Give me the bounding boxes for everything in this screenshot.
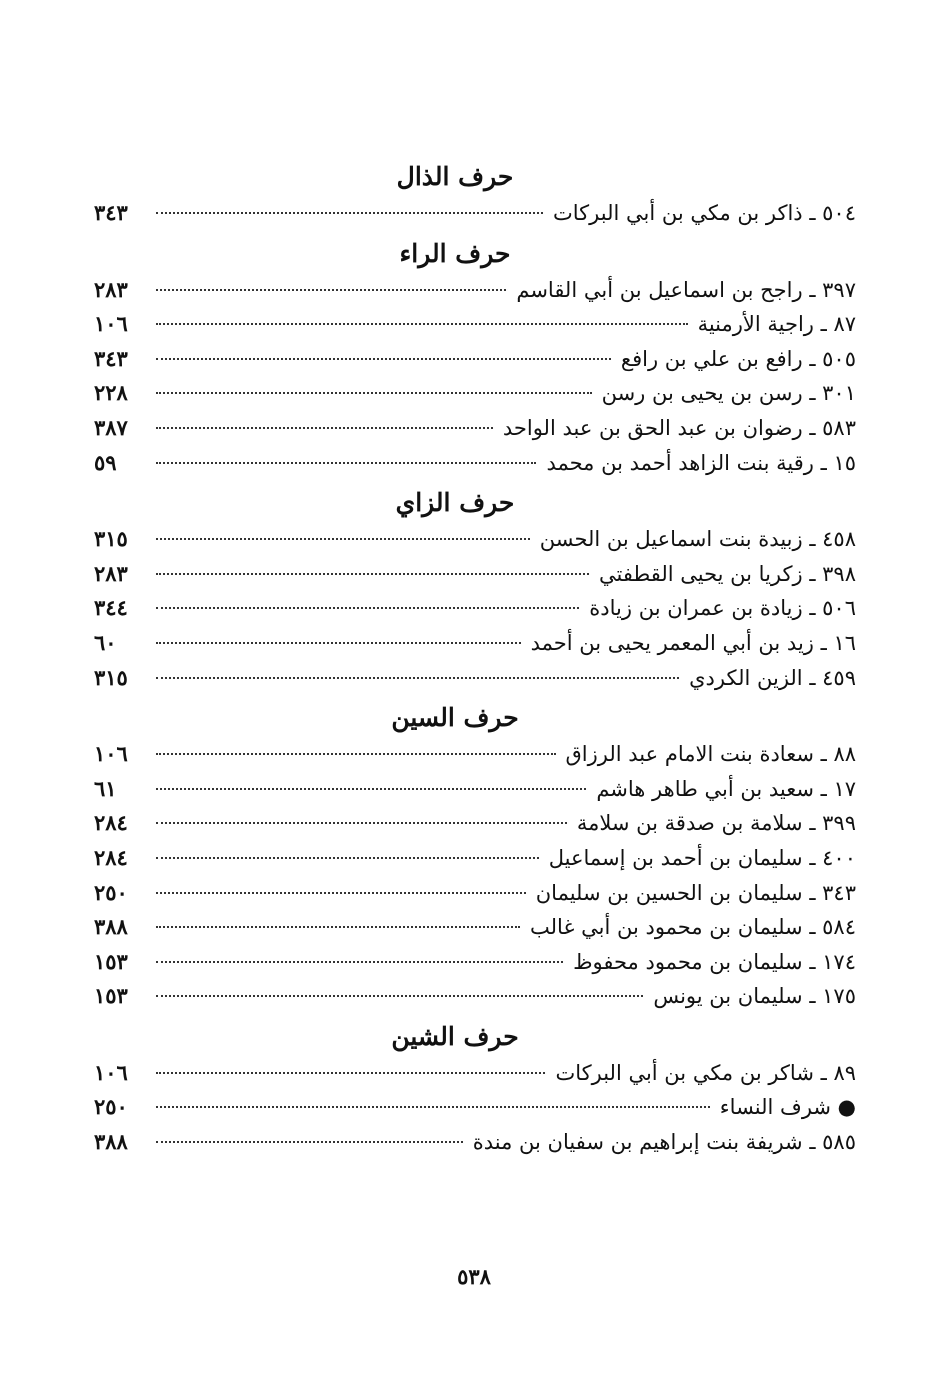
index-entry [94, 806, 856, 841]
entry-name: ٣٤٣ ـ سليمان بن الحسين بن سليمان [535, 880, 856, 905]
dot-leader [156, 427, 493, 429]
dot-leader [156, 1106, 710, 1108]
entry-name: ٨٩ ـ شاكر بن مكي بن أبي البركات [555, 1060, 856, 1085]
index-entry [94, 196, 856, 231]
section-ra [94, 237, 856, 481]
index-entry [94, 273, 856, 308]
dot-leader [156, 607, 579, 609]
index-entry [94, 307, 856, 342]
dot-leader [156, 753, 556, 755]
dot-leader [156, 462, 536, 464]
entry-name: ١٦ ـ زيد بن أبي المعمر يحيى بن أحمد [530, 630, 856, 655]
entry-page-number: ٢٥٠ [94, 879, 128, 905]
entry-page-number: ٣٨٨ [94, 1129, 128, 1155]
entry-page-number: ٣٨٧ [94, 414, 128, 440]
index-entry [94, 446, 856, 481]
section-dhal [94, 160, 856, 231]
entry-name: ٤٠٠ ـ سليمان بن أحمد بن إسماعيل [548, 845, 856, 870]
index-entry [94, 910, 856, 945]
index-entry [94, 1125, 856, 1160]
section-zay [94, 486, 856, 695]
entry-page-number: ٣٤٣ [94, 200, 128, 225]
index-entry [94, 342, 856, 377]
entry-name: ● شرف النساء [719, 1095, 856, 1120]
index-entry [94, 945, 856, 980]
entry-name: ٥٠٦ ـ زيادة بن عمران بن زيادة [589, 596, 856, 621]
index-entry [94, 376, 856, 411]
entry-page-number: ٢٨٣ [94, 276, 128, 302]
entry-page-number: ٣٤٤ [94, 595, 128, 621]
index-entry [94, 1090, 856, 1125]
entry-page-number: ٣٤٣ [94, 345, 128, 371]
section-heading: حرف الذال [396, 162, 514, 191]
entry-page-number: ١٥٣ [94, 983, 128, 1009]
entry-name: ٤٥٨ ـ زبيدة بنت اسماعيل بن الحسن [539, 527, 856, 552]
index-entry [94, 591, 856, 626]
index-entry [94, 1056, 856, 1091]
section-sin [94, 701, 856, 1014]
entry-page-number: ٢٥٠ [94, 1094, 128, 1120]
entry-page-number: ٥٩ [94, 449, 117, 475]
index-entry [94, 626, 856, 661]
entry-name: ٨٨ ـ سعادة بنت الامام عبد الرزاق [565, 742, 856, 767]
entry-name: ١٧ ـ سعيد بن أبي طاهر هاشم [596, 776, 856, 801]
index-entry [94, 411, 856, 446]
entry-name: ١٧٥ ـ سليمان بن يونس [653, 984, 856, 1009]
entry-page-number: ٦٠ [94, 629, 117, 655]
entry-name: ٣٩٨ ـ زكريا بن يحيى القطفتي [599, 561, 856, 586]
entry-page-number: ٣١٥ [94, 664, 128, 690]
entry-name: ٥٠٥ ـ رافع بن علي بن رافع [620, 346, 856, 371]
entry-page-number: ٢٢٨ [94, 380, 128, 406]
section-heading: حرف الزاي [395, 488, 515, 518]
entry-name: ٣٩٧ ـ راجح بن اسماعيل بن أبي القاسم [516, 277, 856, 302]
dot-leader [156, 358, 611, 360]
dot-leader [156, 212, 543, 214]
index-entry [94, 661, 856, 696]
dot-leader [156, 788, 586, 790]
dot-leader [156, 1072, 545, 1074]
index-entry [94, 772, 856, 807]
entry-name: ٥٨٣ ـ رضوان بن عبد الحق بن عبد الواحد [502, 415, 856, 440]
entry-name: ٣٠١ ـ رسن بن يحيى بن رسن [601, 381, 856, 406]
entry-name: ١٥ ـ رقية بنت الزاهد أحمد بن محمد [546, 450, 856, 475]
index-entry [94, 737, 856, 772]
entry-page-number: ٦١ [94, 775, 117, 801]
index-entry [94, 979, 856, 1014]
dot-leader [156, 323, 688, 325]
index-entry [94, 876, 856, 911]
entry-name: ٤٥٩ ـ الزين الكردي [689, 665, 856, 690]
index-entry [94, 557, 856, 592]
entry-page-number: ١٠٦ [94, 1059, 128, 1085]
dot-leader [156, 822, 567, 824]
entry-name: ٥٨٥ ـ شريفة بنت إبراهيم بن سفيان بن مندة [472, 1130, 856, 1155]
entry-name: ٥٨٤ ـ سليمان بن محمود بن أبي غالب [530, 915, 856, 940]
entry-page-number: ٢٨٣ [94, 560, 128, 586]
dot-leader [156, 995, 643, 997]
entry-page-number: ٣٨٨ [94, 914, 128, 940]
entry-page-number: ٢٨٤ [94, 844, 128, 870]
section-heading: حرف الشين [391, 1021, 519, 1051]
index-list [94, 160, 856, 1160]
entry-name: ١٧٤ ـ سليمان بن محمود محفوظ [573, 949, 856, 974]
entry-page-number: ٢٨٤ [94, 810, 128, 836]
index-entry [94, 841, 856, 876]
dot-leader [156, 573, 589, 575]
entry-page-number: ١٠٦ [94, 311, 128, 337]
section-heading: حرف السين [391, 703, 519, 733]
dot-leader [156, 961, 563, 963]
dot-leader [156, 392, 592, 394]
dot-leader [156, 1141, 463, 1143]
entry-page-number: ١٥٣ [94, 948, 128, 974]
entry-name: ٣٩٩ ـ سلامة بن صدقة بن سلامة [576, 811, 856, 836]
entry-name: ٨٧ ـ راجية الأرمنية [697, 312, 856, 337]
dot-leader [156, 677, 679, 679]
dot-leader [156, 642, 521, 644]
entry-page-number: ١٠٦ [94, 741, 128, 767]
dot-leader [156, 857, 539, 859]
dot-leader [156, 538, 530, 540]
dot-leader [156, 926, 520, 928]
section-heading: حرف الراء [399, 238, 511, 268]
page-number: ٥٣٨ [457, 1264, 491, 1289]
section-shin [94, 1020, 856, 1160]
entry-page-number: ٣١٥ [94, 526, 128, 552]
dot-leader [156, 289, 506, 291]
entry-name: ٥٠٤ ـ ذاكر بن مكي بن أبي البركات [552, 201, 856, 225]
dot-leader [156, 892, 526, 894]
index-entry [94, 522, 856, 557]
